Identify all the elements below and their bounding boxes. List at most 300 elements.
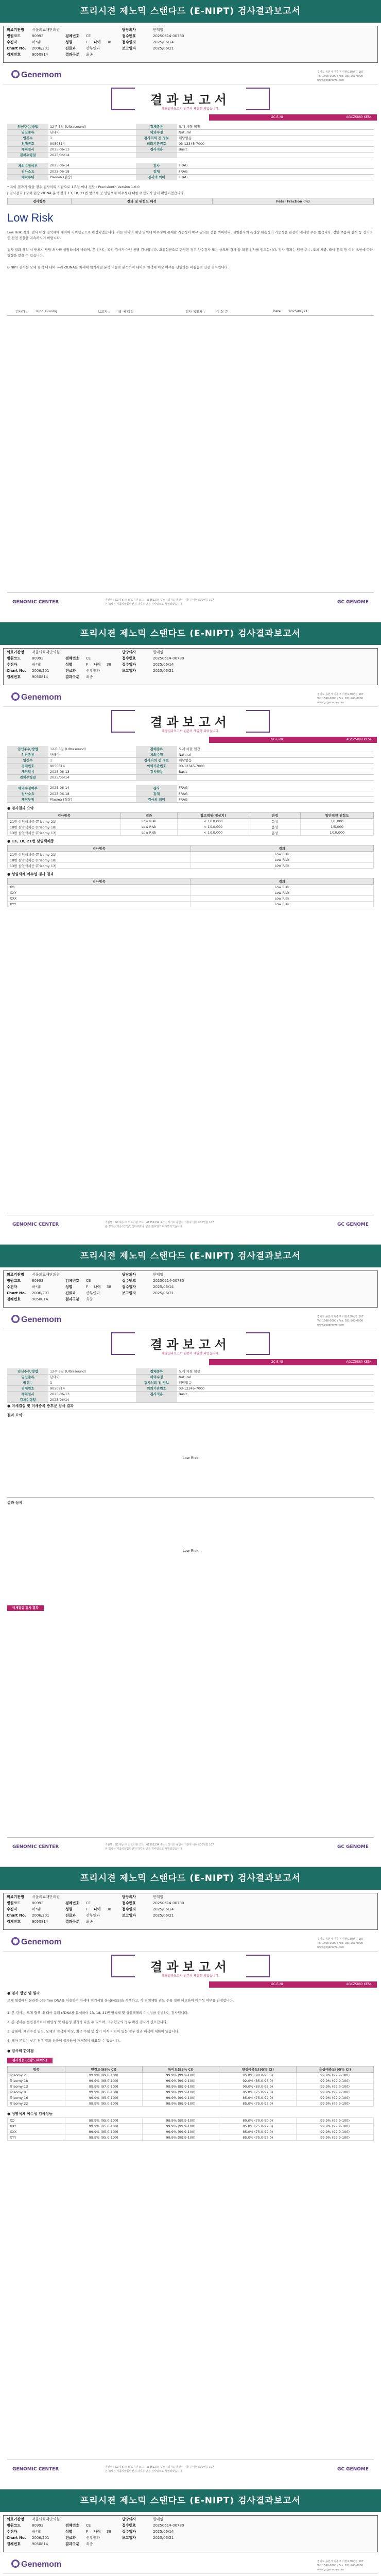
info-cell: 9050814 — [48, 1385, 136, 1391]
footer-line: 본 검사는 식품의약품안전처 허가를 받은 검사법으로 시행되었습니다. — [105, 603, 183, 606]
signature-s1v: Xing Xiuxing — [36, 309, 57, 313]
table-cell: 1/5,000 — [301, 824, 374, 830]
info-cell: 검체 — [136, 168, 177, 174]
table-cell: 99.9% (99.9-100) — [297, 2078, 374, 2084]
column-header: 일반적인 위험도 — [301, 812, 374, 819]
table-cell: XXX — [8, 896, 190, 902]
patient-info-ward-value: 산부인과 — [86, 1291, 100, 1295]
report-page — [0, 1245, 381, 1867]
table-cell: 21번 삼염색체증 (Trisomy 21) — [8, 819, 121, 824]
info-cell: 2025/06/14 — [48, 1397, 136, 1402]
patient-info-report-value: 2025/06/21 — [153, 1291, 174, 1295]
patient-info-date-value: 2025/06/14 — [153, 1285, 174, 1289]
table-cell: 18번 삼염색체증 (Trisomy 18) — [8, 857, 191, 863]
footer-middle — [105, 1843, 214, 1851]
signature-s3v: 이 상 준 — [216, 310, 228, 314]
lab-address-line: Tel. 1566-0000 / Fax. 031-260-0900 — [317, 75, 363, 78]
footer-logo-right: GC GENOME — [337, 600, 369, 605]
table-header-row — [8, 2066, 374, 2073]
patient-info-ward-value: 산부인과 — [86, 46, 100, 50]
patient-info-report-label: 보고일자 — [122, 669, 136, 673]
info-cell: 임신수 — [7, 757, 48, 763]
patient-info-age-label: 나이 — [94, 1907, 101, 1911]
info-cell: FRAG — [177, 168, 374, 174]
table-cell: 99.9% (99.9-100) — [142, 2124, 219, 2129]
patient-info-kind-value: 80992 — [32, 1279, 44, 1283]
info-cell: 1 — [48, 135, 136, 141]
table-cell: 1/1,000 — [301, 819, 374, 824]
result-interpretation-2: 검사 결과 해석 시 반드시 담당 의사와 상담하시기 바라며, 본 검사는 확진 검사가 아닌 선별 검사입니다. 고위험군으로 판정된 경우 양수검사 또는 융모막 검사 등 확진 검사를 권고합니다. 검사 결과는 임신 주수, 모체 체중, 태아 분획 등 여러 요인에 따라 영향을 받을 수 있습니다. — [7, 248, 373, 258]
info-cell: 임신종류 — [7, 129, 48, 135]
info-cell — [177, 774, 374, 780]
table-row — [8, 830, 374, 836]
info-row — [7, 774, 374, 780]
method-note-3: 3. 쌍태아, 체외수정 임신, 모체의 염색체 이상, 최근 수혈 및 장기 이식 이력이 있는 경우 결과 해석에 제한이 있습니다. — [7, 2029, 180, 2033]
table-cell: Trisomy 22 — [8, 2101, 65, 2107]
trisomy-table — [7, 845, 374, 869]
info-row — [7, 1385, 374, 1391]
table-cell: 13번 삼염색체증 (Trisomy 13) — [8, 863, 191, 869]
patient-info-patient-label: 수진자 — [7, 1907, 18, 1911]
patient-info-doctor-label: 담당의사 — [122, 28, 136, 32]
info-cell: 9050814 — [48, 141, 136, 146]
info-cell: 검사소요 — [7, 791, 48, 796]
info-row — [7, 129, 374, 135]
info-row — [7, 174, 374, 180]
patient-info-ward-label: 진료과 — [65, 2536, 76, 2540]
info-cell: 해당없음 — [177, 1380, 374, 1385]
info-cell: 검사소요 — [7, 168, 48, 174]
info-cell: Natural — [177, 752, 374, 757]
patient-info-report-label: 보고일자 — [122, 1913, 136, 1918]
table-row — [8, 824, 374, 830]
info-cell: 검사 — [136, 163, 177, 168]
patient-info-status-label: 결과구분 — [65, 1920, 80, 1924]
patient-info-spec-label: 검체번호 — [65, 656, 80, 660]
patient-info-date-label: 접수일자 — [122, 2530, 136, 2534]
table-row — [8, 902, 374, 907]
patient-info-id-value: 9050814 — [32, 53, 48, 57]
table-header-row — [8, 812, 374, 819]
column-header: 민감도(95% CI) — [65, 2066, 142, 2073]
patient-info-ward-label: 진료과 — [65, 46, 76, 50]
title-bracket-left — [111, 710, 135, 733]
patient-info-age-label: 나이 — [94, 1285, 101, 1289]
info-cell: 9050814 — [48, 763, 136, 769]
table-row — [8, 2073, 374, 2078]
patient-info-recv-value: 20250614-00780 — [153, 34, 184, 38]
lab-address — [317, 1315, 363, 1327]
test-summary-note: [ 검사결과 ] 모체 혈장 cfDNA 분석 결과 13, 18, 21번 염색체 및 성염색체 이수성에 대한 위험도가 낮게 확인되었습니다. — [7, 191, 185, 195]
patient-info-kind-label: 병원코드 — [7, 1279, 21, 1283]
info-row — [7, 163, 374, 168]
info-cell: 검사의뢰 전 정보 — [136, 135, 177, 141]
report-footer — [7, 2460, 374, 2480]
info-cell: 검사적용 — [136, 769, 177, 774]
lab-address-line: 경기도 용인시 기흥구 이현로30번길 107 — [317, 1315, 363, 1318]
lab-address-line: 경기도 용인시 기흥구 이현로30번길 107 — [317, 2560, 363, 2563]
table-cell: XO — [8, 2118, 65, 2124]
microdeletion-result-bar: 미세결실 검사 결과 — [7, 1605, 44, 1611]
limitation-section-title: ● 검사의 한계점 — [7, 2049, 34, 2053]
report-page — [0, 2489, 381, 2576]
info-cell — [136, 774, 177, 780]
lab-address-line: 경기도 용인시 기흥구 이현로30번길 107 — [317, 693, 363, 696]
trisomy-section-title: ● 13, 18, 21번 삼염색체증 — [7, 839, 54, 843]
table-cell: Trisomy 21 — [8, 2073, 65, 2078]
table-cell: 80.0% (70.0-90.0) — [219, 2118, 297, 2124]
title-bracket-right — [246, 1332, 270, 1355]
info-cell: 체외수정 — [136, 752, 177, 757]
table-cell: 21번 삼염색체증 (Trisomy 21) — [8, 852, 191, 857]
table-row — [8, 2124, 374, 2129]
patient-info-status-value: 최종 — [86, 53, 93, 57]
table-cell: 99.9% (99.0-100) — [65, 2073, 142, 2078]
report-footer — [7, 1837, 374, 1858]
patient-info-spec-label: 검체번호 — [65, 2523, 80, 2528]
info-cell: 임신수 — [7, 135, 48, 141]
column-header: 검사항목 — [8, 198, 72, 205]
method-note-1: 1. 본 검사는 모체 혈액 내 태아 유래 cfDNA를 분석하여 13, 18, 21번 염색체 및 성염색체의 이수성을 선별하는 검사입니다. — [7, 2011, 189, 2015]
table-row — [8, 890, 374, 896]
info-cell: 검사적용 — [136, 1391, 177, 1397]
info-cell: Basic — [177, 769, 374, 774]
performance-bar: 검사성능 (민감도/특이도) — [7, 2058, 53, 2063]
info-cell: Basic — [177, 1391, 374, 1397]
patient-info-id-label: 검체번호 — [7, 53, 21, 57]
table-row — [8, 2135, 374, 2141]
lab-address-line: Tel. 1566-0000 / Fax. 031-260-0900 — [317, 2564, 363, 2567]
footer-logo-right: GC GENOME — [337, 2467, 369, 2472]
sex-chromosome-table — [7, 878, 374, 907]
patient-info-chart-value: 2006/201 — [32, 669, 49, 673]
report-banner: 프리시젼 제노믹 스탠다드 (E-NIPT) 검사결과보고서 — [0, 1245, 381, 1267]
info-row — [7, 168, 374, 174]
table-cell: 99.9% (97.0-100) — [65, 2084, 142, 2090]
signature-s4: Date : — [273, 309, 283, 313]
patient-info-date-label: 접수일자 — [122, 1285, 136, 1289]
patient-info-name-value: 서울의료재단의원 — [32, 1895, 60, 1899]
table-cell: 99.9% (99.9-100) — [142, 2090, 219, 2095]
microdeletion-summary-result: Low Risk — [182, 1456, 199, 1460]
report-banner: 프리시젼 제노믹 스탠다드 (E-NIPT) 검사결과보고서 — [0, 2489, 381, 2512]
report-subtitle: 해당결과보고서 원본이 재발행 되었습니다. — [162, 1974, 219, 1978]
table-cell: Low Risk — [120, 819, 177, 824]
table-cell: 95.0% (90.0-98.0) — [219, 2073, 297, 2078]
patient-info-report-value: 2025/06/21 — [153, 669, 174, 673]
result-interpretation-1: Low Risk 결과: 검사 대상 염색체에 대하여 저위험군으로 판정되었습니다. 이는 태아의 해당 염색체 이수성이 존재할 가능성이 매우 낮다는 것을 의미하나, 선별검사의 특성상 위음성의 가능성을 완전히 배제할 수는 없습니다. 정밀 초음파 검사 등 정기적인 산전 진찰을 지속하시기 바랍니다. — [7, 230, 373, 240]
report-code-right: AGCZ5880 KE54 — [346, 1360, 372, 1364]
report-title: 결과보고서 — [150, 715, 231, 730]
lab-address-line: www.gcgenome.com — [317, 1946, 344, 1949]
table-cell: XO — [8, 885, 190, 890]
info-cell: 검사의뢰 전 정보 — [136, 757, 177, 763]
patient-info-doctor-value: 한태임 — [153, 1895, 164, 1899]
patient-info-doctor-value: 한태임 — [153, 650, 164, 654]
result-interpretation-3: E-NIPT 검사는 모체 혈액 내 태아 유래 cfDNA를 차세대 염기서열 분석 기술로 분석하여 태아의 염색체 이상 여부를 선별하는 비침습적 산전 검사입니다. — [7, 265, 229, 269]
info-row — [7, 769, 374, 774]
table-cell: 85.0% (75.0-92.0) — [219, 2124, 297, 2129]
info-cell: 임신주수/방법 — [7, 124, 48, 129]
info-cell: FRAG — [177, 791, 374, 796]
footer-line: 기관명 : GC지놈 ㈜ 의료기관 코드 : 41351234 주소 : 경기도 용인시 기흥구 이현로30번길 107 — [105, 1221, 214, 1224]
patient-info-box — [3, 1270, 378, 1308]
patient-info-chart-label: Chart No. — [7, 669, 26, 673]
patient-info-chart-value: 2006/201 — [32, 1913, 49, 1918]
patient-info-chart-label: Chart No. — [7, 2536, 26, 2540]
info-cell: 검체수령일 — [7, 774, 48, 780]
footer-logo-left: GENOMIC CENTER — [12, 2467, 59, 2472]
info-cell: 단태아 — [48, 752, 136, 757]
footer-middle — [105, 598, 214, 606]
footer-logo-right: GC GENOME — [337, 1222, 369, 1227]
info-row — [7, 141, 374, 146]
result-detail-title: 결과 상세 — [7, 1501, 23, 1505]
patient-info-doctor-label: 담당의사 — [122, 1273, 136, 1277]
info-row — [7, 135, 374, 141]
patient-info-spec-value: CE — [86, 656, 91, 660]
info-cell: 검체종류 — [136, 1368, 177, 1374]
info-cell: 12주 3일 (Ultrasound) — [48, 1368, 136, 1374]
info-row — [7, 152, 374, 158]
table-cell: 92.0% (85.0-96.0) — [219, 2078, 297, 2084]
patient-info-doctor-value: 한태임 — [153, 1273, 164, 1277]
table-header-row — [8, 198, 374, 205]
patient-info-box — [3, 26, 378, 63]
info-cell: 임신종류 — [7, 1374, 48, 1380]
microdeletion-section-title: ● 미세결실 및 미세중복 증후군 검사 결과 — [7, 1404, 74, 1408]
info-cell: 1 — [48, 1380, 136, 1385]
table-cell: 18번 삼염색체증 (Trisomy 18) — [8, 824, 121, 830]
patient-info-date-value: 2025/06/14 — [153, 663, 174, 667]
info-cell: 2025-06-13 — [48, 1391, 136, 1397]
table-cell: 85.0% (75.0-92.0) — [219, 2135, 297, 2141]
info-cell: 12주 3일 (Ultrasound) — [48, 124, 136, 129]
patient-info-name-value: 서울의료재단의원 — [32, 1273, 60, 1277]
patient-info-date-label: 접수일자 — [122, 663, 136, 667]
report-banner: 프리시젼 제노믹 스탠다드 (E-NIPT) 검사결과보고서 — [0, 0, 381, 23]
info-cell: Basic — [177, 146, 374, 152]
patient-info-kind-value: 80992 — [32, 656, 44, 660]
info-cell: 2025-06-18 — [48, 791, 136, 796]
table-cell: XXY — [8, 890, 190, 896]
patient-info-age-label: 나이 — [94, 663, 101, 667]
table-cell: 13번 삼염색체증 (Trisomy 13) — [8, 830, 121, 836]
patient-info-patient-label: 수진자 — [7, 2530, 18, 2534]
report-banner: 프리시젼 제노믹 스탠다드 (E-NIPT) 검사결과보고서 — [0, 622, 381, 645]
specimen-info-table — [7, 1368, 374, 1403]
genemom-logo-icon — [11, 2560, 20, 2568]
patient-info-spec-label: 검체번호 — [65, 1279, 80, 1283]
lab-address-line: www.gcgenome.com — [317, 2568, 344, 2571]
info-cell: 모계 채혈 혈장 — [177, 746, 374, 752]
lab-address-line: Tel. 1566-0000 / Fax. 031-260-0900 — [317, 697, 363, 700]
table-header-row — [8, 878, 374, 885]
info-cell: 검사의 의미 — [136, 174, 177, 180]
info-cell: 의뢰기관번호 — [136, 141, 177, 146]
patient-info-patient-value: 허*웨 — [32, 2530, 41, 2534]
column-header: 참고범위(정상치) — [177, 812, 249, 819]
footer-line: 본 검사는 식품의약품안전처 허가를 받은 검사법으로 시행되었습니다. — [105, 1225, 183, 1228]
table-cell: 99.9% (99.9-100) — [297, 2095, 374, 2101]
patient-info-kind-value: 80992 — [32, 34, 44, 38]
table-row — [8, 819, 374, 824]
title-bracket-right — [246, 710, 270, 733]
info-cell: 임신주수/방법 — [7, 1368, 48, 1374]
info-cell: 2025-06-13 — [48, 146, 136, 152]
info-cell: 체외수정 — [136, 1374, 177, 1380]
report-header — [3, 2556, 378, 2574]
info-cell: 체외수정여부 — [7, 785, 48, 791]
table-row — [8, 2084, 374, 2090]
table-cell: 99.9% (95.0-100) — [65, 2135, 142, 2141]
patient-info-ward-label: 진료과 — [65, 1291, 76, 1295]
title-bracket-right — [246, 1955, 270, 1977]
footer-line: 기관명 : GC지놈 ㈜ 의료기관 코드 : 41351234 주소 : 경기도 용인시 기흥구 이현로30번길 107 — [105, 2466, 214, 2469]
info-cell: 검사의 의미 — [136, 796, 177, 802]
table-cell: 99.9% (99.9-100) — [142, 2135, 219, 2141]
info-cell: 검체번호 — [7, 141, 48, 146]
genemom-logo-icon — [11, 1937, 20, 1945]
report-banner: 프리시젼 제노믹 스탠다드 (E-NIPT) 검사결과보고서 — [0, 1867, 381, 1890]
info-cell: 03-12345-7000 — [177, 1385, 374, 1391]
patient-info-doctor-value: 한태임 — [153, 2517, 164, 2521]
report-code-tag — [209, 1981, 377, 1988]
patient-info-age-value: 38 — [107, 1285, 111, 1289]
info-cell — [177, 152, 374, 158]
info-row — [7, 796, 374, 802]
patient-info-status-label: 결과구분 — [65, 2542, 80, 2546]
method-note-2: 2. 본 검사는 선별검사로서 위양성 및 위음성 결과가 나올 수 있으며, 고위험군의 경우 확진 검사가 필요합니다. — [7, 2020, 168, 2024]
genemom-logo-icon — [11, 692, 20, 701]
genemom-logo — [11, 2560, 61, 2569]
info-row — [7, 1380, 374, 1385]
info-row — [7, 746, 374, 752]
genemom-logo-icon — [11, 1315, 20, 1323]
sex-performance-table — [7, 2117, 374, 2141]
table-row — [8, 857, 374, 863]
patient-info-spec-label: 검체번호 — [65, 34, 80, 38]
genemom-logo-text: Genemom — [21, 71, 62, 79]
table-cell: 99.9% (95.0-100) — [65, 2090, 142, 2095]
column-header: 결과 — [190, 845, 373, 852]
table-cell: Low Risk — [190, 857, 373, 863]
info-cell: 채취일시 — [7, 1391, 48, 1397]
table-cell: 90.0% (80.0-95.0) — [219, 2084, 297, 2090]
info-cell: 검사적용 — [136, 146, 177, 152]
patient-info-id-label: 검체번호 — [7, 1297, 21, 1301]
signature-s3: 검사 책임자 : — [185, 310, 205, 314]
patient-info-patient-value: 허*웨 — [32, 1907, 41, 1911]
report-code-tag — [209, 737, 377, 743]
patient-info-box — [3, 2515, 378, 2552]
patient-info-spec-value: CE — [86, 1279, 91, 1283]
patient-info-sex-label: 성별 — [65, 1907, 73, 1911]
info-cell: 검사의뢰 전 정보 — [136, 1380, 177, 1385]
info-cell: Plasma (혈장) — [48, 174, 136, 180]
column-header: 결과 및 위험도 해석 — [71, 198, 212, 205]
patient-info-recv-label: 접수번호 — [122, 656, 136, 660]
info-cell: 단태아 — [48, 1374, 136, 1380]
report-title: 결과보고서 — [150, 1960, 231, 1974]
patient-info-patient-label: 수진자 — [7, 1285, 18, 1289]
patient-info-box — [3, 1893, 378, 1930]
patient-info-date-value: 2025/06/14 — [153, 1907, 174, 1911]
table-cell: Low Risk — [120, 830, 177, 836]
info-cell: 2025-06-13 — [48, 769, 136, 774]
table-cell: 99.9% (95.0-100) — [65, 2118, 142, 2124]
report-code-left: GC-E-NI — [271, 1982, 283, 1986]
genemom-logo — [11, 692, 61, 702]
footer-line: 본 검사는 식품의약품안전처 허가를 받은 검사법으로 시행되었습니다. — [105, 1848, 183, 1851]
info-cell: 체외수정 — [136, 129, 177, 135]
report-header — [3, 67, 378, 84]
report-page — [0, 622, 381, 1245]
report-page — [0, 0, 381, 622]
patient-info-chart-value: 2006/201 — [32, 46, 49, 50]
table-cell: 1/10,000 — [301, 830, 374, 836]
table-cell: 99.9% (95.0-100) — [65, 2095, 142, 2101]
info-cell: 검체번호 — [7, 763, 48, 769]
table-cell: Low Risk — [190, 885, 374, 890]
column-header: 양성예측도(95% CI) — [219, 2066, 297, 2073]
table-row — [8, 2078, 374, 2084]
summary-table — [7, 812, 374, 836]
info-cell: 03-12345-7000 — [177, 763, 374, 769]
table-cell: 99.9% (99.9-100) — [297, 2101, 374, 2107]
patient-info-status-label: 결과구분 — [65, 1297, 80, 1301]
patient-info-sex-value: F — [86, 40, 89, 44]
info-row — [7, 791, 374, 796]
info-cell: FRAG — [177, 785, 374, 791]
table-cell: 99.9% (99.9-100) — [297, 2124, 374, 2129]
signature-s2v: 박 에 다정 — [118, 310, 134, 314]
footer-logo-right: GC GENOME — [337, 1844, 369, 1850]
signature-s2: 보고자 : — [98, 310, 110, 314]
table-cell: 99.9% (95.0-100) — [65, 2101, 142, 2107]
genemom-logo-text: Genemom — [21, 1938, 62, 1946]
column-header: 검사항목 — [8, 878, 190, 885]
info-cell: 모계 채혈 혈장 — [177, 1368, 374, 1374]
table-cell: 음성 — [249, 819, 301, 824]
table-cell: 85.0% (75.0-92.0) — [219, 2095, 297, 2101]
report-code-tag — [209, 1359, 377, 1365]
patient-info-report-value: 2025/06/21 — [153, 46, 174, 50]
table-cell: Trisomy 16 — [8, 2095, 65, 2101]
patient-info-report-value: 2025/06/21 — [153, 1913, 174, 1918]
info-row — [7, 124, 374, 129]
title-bracket-left — [111, 1332, 135, 1355]
genemom-logo — [11, 70, 61, 80]
report-header — [3, 1312, 378, 1329]
genemom-logo-text: Genemom — [21, 1315, 62, 1324]
patient-info-report-label: 보고일자 — [122, 2536, 136, 2540]
patient-info-age-value: 38 — [107, 2530, 111, 2534]
table-cell: 85.0% (75.0-92.0) — [219, 2129, 297, 2135]
genemom-logo-text: Genemom — [21, 2560, 62, 2569]
table-row — [8, 885, 374, 890]
patient-info-id-value: 9050814 — [32, 675, 48, 679]
info-cell: 검체종류 — [136, 124, 177, 129]
info-cell: Natural — [177, 1374, 374, 1380]
patient-info-status-value: 최종 — [86, 1297, 93, 1301]
patient-info-age-value: 38 — [107, 40, 111, 44]
column-header: 특이도(95% CI) — [142, 2066, 219, 2073]
lab-address-line: 경기도 용인시 기흥구 이현로30번길 107 — [317, 1938, 363, 1941]
patient-info-doctor-label: 담당의사 — [122, 1895, 136, 1899]
table-cell: Trisomy 18 — [8, 2078, 65, 2084]
patient-info-status-label: 결과구분 — [65, 53, 80, 57]
